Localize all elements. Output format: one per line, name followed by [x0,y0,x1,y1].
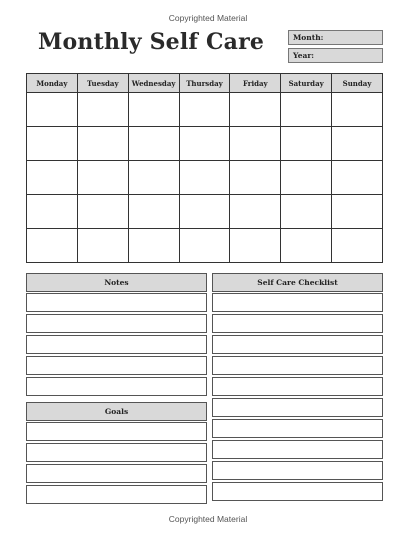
notes-line[interactable] [26,377,207,396]
page-title: Monthly Self Care [38,29,265,55]
calendar-day-cell[interactable] [77,161,128,195]
goals-heading: Goals [26,402,207,421]
calendar-week-row [27,161,383,195]
calendar-day-cell[interactable] [281,229,332,263]
checklist-line[interactable] [212,440,383,459]
goals-line[interactable] [26,464,207,483]
copyright-top: Copyrighted Material [168,13,248,23]
calendar-day-cell[interactable] [332,195,383,229]
checklist-line[interactable] [212,335,383,354]
checklist-line[interactable] [212,461,383,480]
calendar-day-cell[interactable] [230,195,281,229]
calendar-day-cell[interactable] [179,161,230,195]
monthly-calendar [26,73,383,263]
calendar-day-cell[interactable] [332,161,383,195]
calendar-day-cell[interactable] [77,195,128,229]
calendar-day-cell[interactable] [128,127,179,161]
goals-line[interactable] [26,443,207,462]
year-label: Year: [293,51,315,60]
calendar-day-cell[interactable] [179,127,230,161]
notes-line[interactable] [26,293,207,312]
calendar-day-cell[interactable] [281,93,332,127]
calendar-week-row [27,229,383,263]
notes-heading: Notes [26,273,207,292]
calendar-day-cell[interactable] [27,127,78,161]
calendar-day-cell[interactable] [281,127,332,161]
calendar-week-row [27,93,383,127]
notes-line[interactable] [26,356,207,375]
calendar-day-cell[interactable] [128,161,179,195]
calendar-day-cell[interactable] [332,127,383,161]
calendar-header-row [27,74,383,93]
checklist-line[interactable] [212,293,383,312]
day-header-tuesday: Tuesday [77,74,128,93]
checklist-heading: Self Care Checklist [212,273,383,292]
calendar-day-cell[interactable] [128,229,179,263]
calendar-day-cell[interactable] [281,161,332,195]
calendar-day-cell[interactable] [230,229,281,263]
goals-line[interactable] [26,485,207,504]
calendar-day-cell[interactable] [27,93,78,127]
day-header-saturday: Saturday [281,74,332,93]
calendar-day-cell[interactable] [179,195,230,229]
day-header-monday: Monday [27,74,78,93]
checklist-line[interactable] [212,377,383,396]
calendar-day-cell[interactable] [27,161,78,195]
goals-line[interactable] [26,422,207,441]
calendar-day-cell[interactable] [128,93,179,127]
day-header-thursday: Thursday [179,74,230,93]
checklist-line[interactable] [212,398,383,417]
calendar-day-cell[interactable] [77,93,128,127]
calendar-day-cell[interactable] [332,229,383,263]
day-header-wednesday: Wednesday [128,74,179,93]
calendar-day-cell[interactable] [230,161,281,195]
calendar-day-cell[interactable] [230,127,281,161]
calendar-day-cell[interactable] [332,93,383,127]
calendar-week-row [27,127,383,161]
calendar-day-cell[interactable] [230,93,281,127]
calendar-day-cell[interactable] [179,93,230,127]
day-header-sunday: Sunday [332,74,383,93]
notes-line[interactable] [26,314,207,333]
calendar-week-row [27,195,383,229]
checklist-line[interactable] [212,482,383,501]
calendar-day-cell[interactable] [128,195,179,229]
calendar-day-cell[interactable] [179,229,230,263]
month-label: Month: [293,33,324,42]
notes-line[interactable] [26,335,207,354]
calendar-day-cell[interactable] [281,195,332,229]
copyright-bottom: Copyrighted Material [168,514,248,524]
calendar-day-cell[interactable] [27,229,78,263]
calendar-day-cell[interactable] [77,127,128,161]
checklist-line[interactable] [212,356,383,375]
month-field[interactable] [288,30,383,45]
year-field[interactable] [288,48,383,63]
calendar-day-cell[interactable] [27,195,78,229]
calendar-day-cell[interactable] [77,229,128,263]
checklist-line[interactable] [212,314,383,333]
checklist-line[interactable] [212,419,383,438]
day-header-friday: Friday [230,74,281,93]
